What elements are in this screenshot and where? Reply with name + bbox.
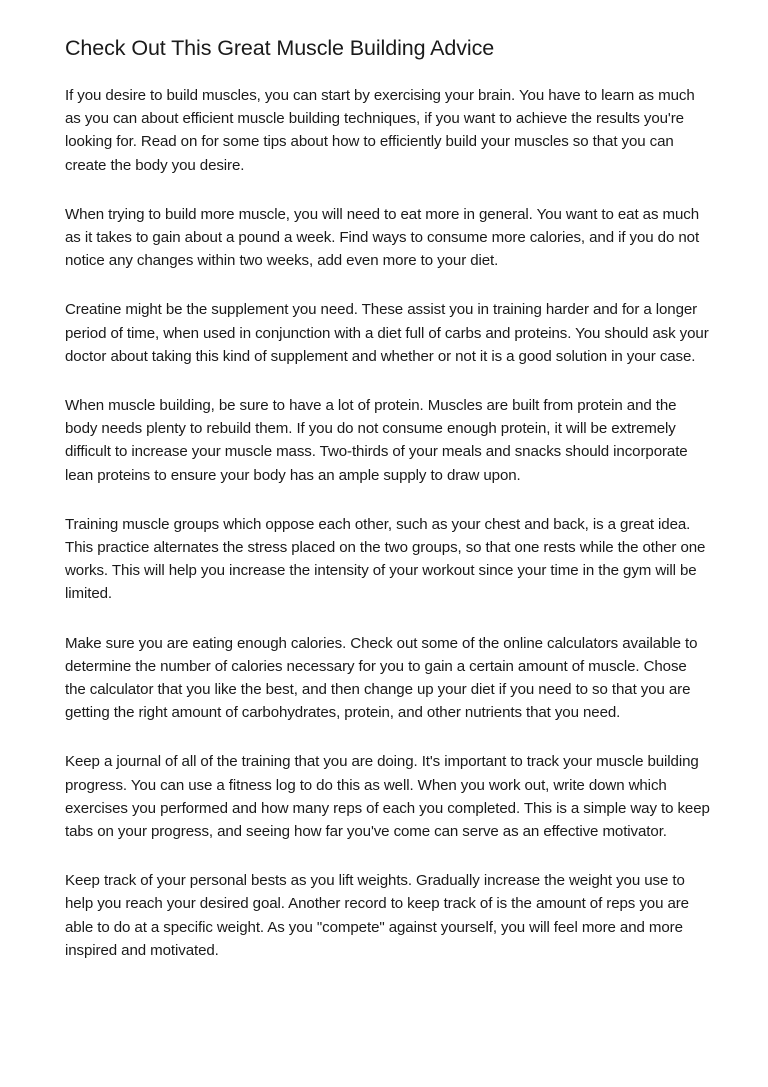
paragraph-7: Keep a journal of all of the training that you are doing. It's important to track your muscle building progress. You can use a fitness log to do this as well. When you work out, write down which exercises you performed and how many reps of each you completed. This is a simple way to keep tabs on your progress, and seeing how far you've come can serve as an effective motivator. <box>65 753 710 841</box>
paragraph-2: When trying to build more muscle, you will need to eat more in general. You want to eat as much as it takes to gain about a pound a week. Find ways to consume more calories, and if you do not notice any changes within two weeks, add even more to your diet. <box>65 205 700 270</box>
paragraph-4: When muscle building, be sure to have a lot of protein. Muscles are built from protein and the body needs plenty to rebuild them. If you do not consume enough protein, it will be extremely difficult to increase your muscle mass. Two-thirds of your meals and snacks should incorporate lean proteins to ensure your body has an ample supply to draw upon. <box>65 397 688 484</box>
paragraph-1: If you desire to build muscles, you can start by exercising your brain. You have to learn as much as you can about efficient muscle building techniques, if you want to achieve the results you're looking for. Read on for some tips about how to efficiently build your muscles so that you can create the body you desire. <box>65 87 695 174</box>
paragraph-3: Creatine might be the supplement you need. These assist you in training harder and for a longer period of time, when used in conjunction with a diet full of carbs and proteins. You should ask your doctor about taking this kind of supplement and whether or not it is a good solution in your case. <box>65 301 709 365</box>
paragraph-5: Training muscle groups which oppose each other, such as your chest and back, is a great idea. This practice alternates the stress placed on the two groups, so that one rests while the other one works. This will help you increase the intensity of your workout since your time in the gym will be limited. <box>65 515 706 603</box>
page-title: Check Out This Great Muscle Building Advice <box>65 36 495 60</box>
paragraph-8: Keep track of your personal bests as you lift weights. Gradually increase the weight you use to help you reach your desired goal. Another record to keep track of is the amount of reps you are able to do at a specific weight. As you "compete" against yourself, you will feel more and more inspired and motivated. <box>65 872 689 959</box>
document-page <box>65 34 710 988</box>
paragraph-6: Make sure you are eating enough calories. Check out some of the online calculators available to determine the number of calories necessary for you to gain a certain amount of muscle. Chose the calculator that you like the best, and then change up your diet if you need to so that you are getting the right amount of carbohydrates, protein, and other nutrients that you need. <box>65 634 698 722</box>
